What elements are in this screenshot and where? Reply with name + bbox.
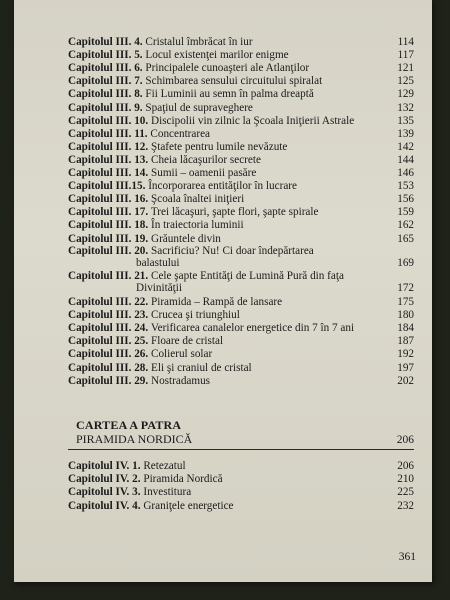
toc-entry [68,167,414,179]
toc-page-number: 146 [397,167,414,179]
toc-chapter: Capitolul III. 7. [68,75,143,88]
toc-chapter: Capitolul III. 13. [68,153,149,166]
toc-entry [68,36,414,48]
toc-entry [68,141,414,153]
toc-title: Trei lăcaşuri, şapte flori, şapte spirale [150,206,319,219]
toc-title: Schimbarea sensului circuitului spiralat [145,75,323,88]
toc-title: Ştafete pentru lumile nevăzute [151,140,288,153]
toc-page-number: 169 [397,257,414,269]
toc-page-number: 225 [397,486,414,499]
toc-chapter: Capitolul III. 28. [68,361,149,374]
toc-entry [68,206,414,218]
toc-entry [68,486,414,498]
toc-entry [68,88,414,100]
toc-title: Grăuntele divin [151,232,221,245]
toc-chapter: Capitolul III. 22. [68,296,149,308]
toc-title: Piramida Nordică [143,473,223,486]
toc-page-number: 114 [397,36,414,48]
toc-entry [68,322,414,334]
toc-title: Nostradamus [151,374,211,387]
toc-chapter: Capitolul III. 5. [68,49,143,62]
toc-chapter: Capitolul III. 12. [68,140,149,153]
toc-title: Eli şi craniul de cristal [151,361,252,374]
section-heading: CARTEA A PATRA [76,418,182,432]
book-page [14,0,432,582]
toc-page-number: 206 [397,460,414,472]
toc-page-number: 139 [397,127,414,140]
toc-title: Sumii – oamenii pasăre [151,167,257,179]
toc-page-number: 232 [397,499,414,512]
toc-entry [68,309,414,321]
toc-title: Cheia lăcaşurilor secrete [151,153,261,166]
toc-page-number: 175 [397,296,414,308]
toc-entry [68,245,414,269]
toc-entry [68,128,414,140]
toc-page-number: 180 [397,309,414,322]
divider [68,449,414,450]
toc-page-number: 135 [397,114,414,127]
toc-page-number: 202 [397,374,414,387]
toc-page-number: 142 [397,140,414,153]
toc-chapter: Capitolul III. 4. [68,36,143,48]
toc-entry [68,219,414,231]
toc-title: Locul existenţei marilor enigme [145,49,289,62]
toc-chapter: Capitolul III. 10. [68,114,149,127]
toc-chapter: Capitolul III. 23. [68,309,149,322]
toc-entry [68,154,414,166]
toc-page-number: 210 [397,473,414,486]
toc-page-number: 144 [397,153,414,166]
toc-title: Şcoala înaltei iniţieri [151,193,245,206]
toc-entry [68,335,414,347]
toc-chapter: Capitolul IV. 4. [68,499,141,512]
toc-entry [68,296,414,308]
toc-title: Crucea şi triunghiul [151,309,240,322]
section-subtitle: PIRAMIDA NORDICĂ [76,432,193,446]
toc-entry [68,233,414,245]
toc-page-number: 172 [397,282,414,294]
toc-title-continued: Divinităţii [136,282,182,294]
toc-entry [68,375,414,387]
toc-title: Spaţiul de supraveghere [145,101,253,114]
toc-title: Floare de cristal [151,335,224,348]
section-page-number: 206 [396,434,414,446]
toc-entry [68,75,414,87]
toc-chapter: Capitolul IV. 1. [68,460,141,472]
toc-entry [68,102,414,114]
toc-title: Cele şapte Entităţi de Lumină Pură din faţa [151,270,344,282]
toc-page-number: 117 [397,49,414,62]
toc-entry [68,500,414,512]
toc-entry [68,180,414,192]
toc-page-number: 156 [397,193,414,206]
toc-page-number: 162 [397,219,414,232]
toc-chapter: Capitolul III. 24. [68,322,149,335]
toc-title: Cristalul îmbrăcat în iur [145,36,253,48]
toc-chapter: Capitolul III. 21. [68,270,149,282]
toc-title: Verificarea canalelor energetice din 7 în 7 ani [150,322,355,335]
toc-page-number: 121 [397,62,414,75]
toc-chapter: Capitolul III. 29. [68,374,149,387]
toc-title: Sacrificiu? Nu! Ci doar îndepărtarea [151,245,314,257]
toc-chapter: Capitolul III. 6. [68,62,143,75]
toc-page-number: 197 [397,361,414,374]
toc-page-number: 165 [397,232,414,245]
toc-entry [68,348,414,360]
toc-page-number: 153 [397,180,414,193]
page-folio: 361 [398,551,416,563]
toc-title: Colierul solar [151,348,213,361]
toc-chapter: Capitolul III. 8. [68,88,143,101]
toc-page-number: 125 [397,75,414,88]
toc-title: Investitura [143,486,192,499]
toc-chapter: Capitolul III. 20. [68,245,149,257]
toc-page-number: 192 [397,348,414,361]
toc-page-number: 184 [397,322,414,335]
toc-entry [68,193,414,205]
toc-page-number: 132 [397,101,414,114]
toc-chapter: Capitolul IV. 2. [68,473,141,486]
toc-title: Încorporarea entităţilor în lucrare [148,180,297,193]
toc-page-number: 159 [397,206,414,219]
toc-title-continued: balastului [136,257,180,269]
toc-entry [68,362,414,374]
toc-title: În traiectoria luminii [151,219,244,232]
toc-entry [68,270,414,294]
toc-chapter: Capitolul III. 25. [68,335,149,348]
toc-title: Principalele cunoaşteri ale Atlanţilor [145,62,310,75]
toc-entry [68,115,414,127]
toc-entry [68,62,414,74]
toc-title: Discipolii vin zilnic la Şcoala Iniţierii Astrale [151,114,355,127]
toc-chapter: Capitolul III. 11. [68,127,148,140]
toc-title: Fii Luminii au semn în palma dreaptă [145,88,314,101]
toc-chapter: Capitolul III.15. [68,180,146,193]
toc-entry [68,460,414,472]
toc-entry [68,473,414,485]
toc-chapter: Capitolul III. 18. [68,219,149,232]
toc-chapter: Capitolul III. 9. [68,101,143,114]
toc-title: Piramida – Rampă de lansare [151,296,283,308]
toc-entry [68,49,414,61]
toc-page-number: 187 [397,335,414,348]
toc-chapter: Capitolul III. 17. [68,206,149,219]
toc-chapter: Capitolul IV. 3. [68,486,141,499]
toc-title: Retezatul [143,460,186,472]
toc-page-number: 129 [397,88,414,101]
toc-chapter: Capitolul III. 14. [68,167,149,179]
toc-title: Concentrarea [150,127,211,140]
toc-chapter: Capitolul III. 19. [68,232,149,245]
toc-chapter: Capitolul III. 16. [68,193,149,206]
toc-chapter: Capitolul III. 26. [68,348,149,361]
toc-title: Graniţele energetice [143,499,234,512]
